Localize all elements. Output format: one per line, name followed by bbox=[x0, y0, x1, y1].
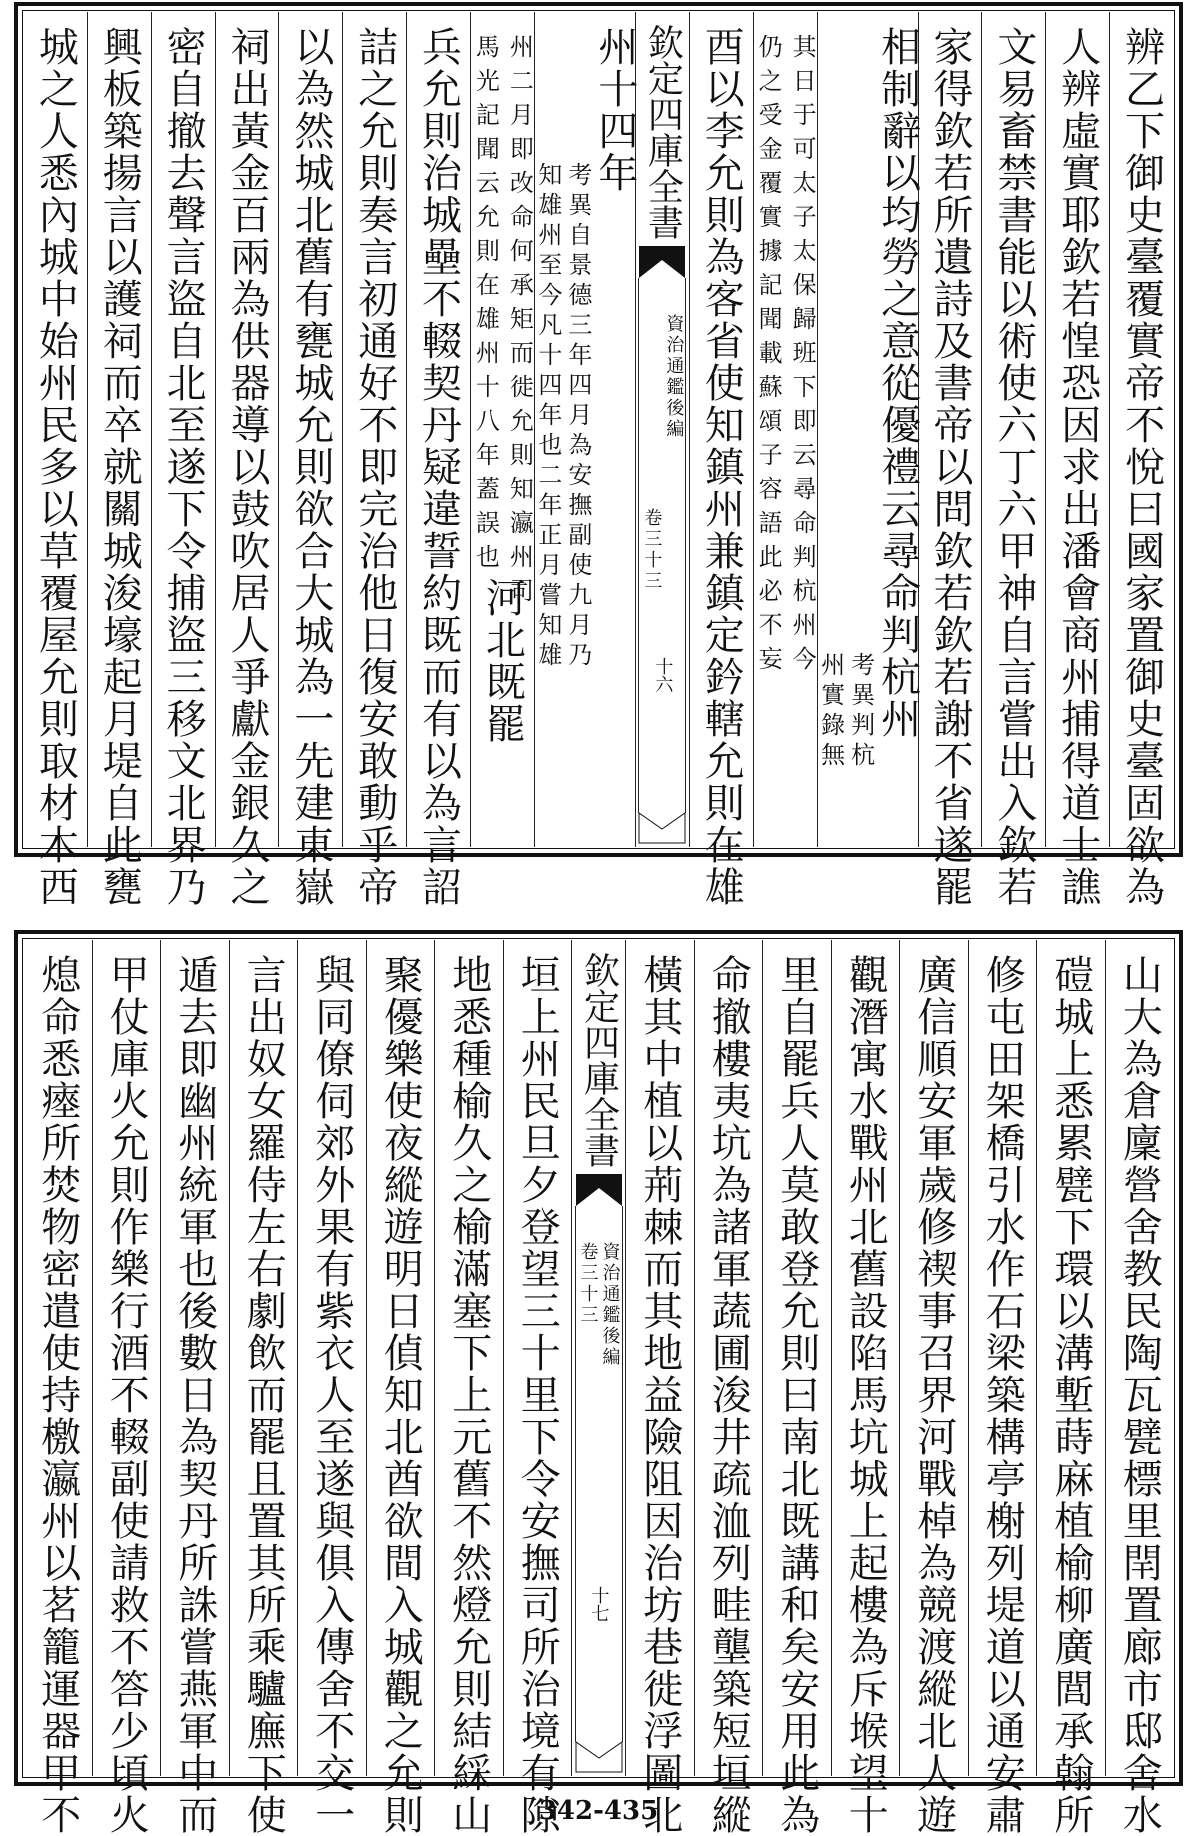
text-column: 與同僚伺郊外果有紫衣人至遂與俱入傳舍不交一 bbox=[297, 940, 366, 1776]
text-column: 熄命悉瘞所焚物密遣使持檄瀛州以茗籠運器甲不 bbox=[34, 954, 81, 1836]
main-text: 相制辭以均勞之意從優禮云尋命判杭州 bbox=[874, 26, 921, 740]
text-column: 城之人悉內城中始州民多以草覆屋允則取材木西 bbox=[32, 26, 79, 908]
text-column: 文易畜禁書能以術使六丁六甲神自言嘗出入欽若 bbox=[981, 12, 1045, 847]
text-column-with-note bbox=[533, 12, 638, 847]
text-column: 人辨虛實耶欽若惶恐因求出潘會商州捕得道士譙 bbox=[1045, 12, 1109, 847]
text-column: 命撤樓夷坑為諸軍蔬圃浚井疏洫列畦壟築短垣縱 bbox=[694, 940, 763, 1776]
text-column: 修屯田架橋引水作石梁築構亭榭列堤道以通安肅 bbox=[968, 940, 1037, 1776]
text-column: 詰之允則奏言初通好不即完治他日復安敢動乎帝 bbox=[342, 12, 406, 847]
annotation-note: 州二月即改命何承矩而徙允則知瀛州司 bbox=[505, 34, 534, 612]
text-column: 遁去即幽州統軍也後數日為契丹所誅嘗燕軍中而 bbox=[160, 940, 229, 1776]
text-column: 里自罷兵人莫敢登允則曰南北既講和矣安用此為 bbox=[762, 940, 831, 1776]
annotation-note: 考異判杭 bbox=[846, 652, 875, 772]
annotation-note: 仍之受金覆實據記聞載蘇頌子容語此必不妄 bbox=[754, 34, 783, 680]
annotation-note: 馬光記聞云允則在雄州十八年蓋誤也 bbox=[471, 34, 500, 578]
annotation-column bbox=[470, 12, 534, 847]
annotation-note: 其日于可太子太保歸班下即云尋命判杭州今 bbox=[788, 34, 817, 680]
fold-column bbox=[571, 940, 625, 1776]
book-title: 欽定四庫全書 bbox=[578, 952, 620, 1168]
text-column: 兵允則治城壘不輟契丹疑違誓約既而有以為言詔 bbox=[406, 12, 470, 847]
annotation-note: 考異自景德三年四月為安撫副使九月乃 bbox=[563, 162, 592, 672]
text-column: 以為然城北舊有甕城允則欲合大城為一先建東嶽 bbox=[278, 12, 342, 847]
text-column: 辨乙下御史臺覆實帝不悅曰國家置御史臺固欲為 bbox=[1109, 12, 1173, 847]
annotation-note: 知雄州至今凡十四年也二年正月嘗知雄 bbox=[533, 162, 562, 672]
text-column: 地悉種榆久之榆滿塞下上元舊不然燈允則結綵山 bbox=[434, 940, 503, 1776]
text-column: 家得欽若所遺詩及書帝以問欽若欽若謝不省遂罷 bbox=[918, 12, 982, 847]
text-column: 密自撤去聲言盜自北至遂下令捕盜三移文北界乃 bbox=[151, 12, 215, 847]
leaf-number: 十六 bbox=[652, 657, 674, 693]
fold-column bbox=[635, 12, 689, 847]
fishtail-bottom-icon bbox=[639, 813, 685, 843]
main-text: 州十四年 bbox=[591, 26, 638, 194]
main-text: 河北既罷 bbox=[479, 577, 526, 745]
text-column-with-note bbox=[816, 12, 921, 847]
volume-chapter: 卷三十三 bbox=[577, 1242, 599, 1326]
page-number: 342-435 bbox=[538, 1796, 659, 1826]
fishtail-mark-icon bbox=[576, 1174, 622, 1206]
upper-columns bbox=[24, 12, 1173, 908]
text-column: 聚優樂使夜縱遊明日偵知北酋欲間入城觀之允則 bbox=[366, 940, 435, 1776]
text-column: 垣上州民旦夕登望三十里下令安撫司所治境有隙 bbox=[503, 940, 572, 1776]
fold-bar bbox=[575, 1206, 623, 1742]
upper-page bbox=[14, 2, 1183, 908]
text-column: 山大為倉廩營舍教民陶瓦甓標里閈置廊市邸舍水 bbox=[1105, 940, 1174, 1776]
text-column: 磑城上悉累甓下環以溝塹蒔麻植榆柳廣閭承翰所 bbox=[1036, 940, 1105, 1776]
text-column: 興板築揚言以護祠而卒就關城浚壕起月堤自此甕 bbox=[87, 12, 151, 847]
text-column: 甲仗庫火允則作樂行酒不輟副使請救不答少頃火 bbox=[92, 940, 161, 1776]
book-title: 欽定四庫全書 bbox=[642, 24, 684, 240]
volume-chapter: 卷三十三 bbox=[641, 508, 663, 592]
text-column: 言出奴女羅侍左右劇飲而罷且置其所乘驢廡下使 bbox=[229, 940, 298, 1776]
fishtail-mark-icon bbox=[639, 246, 685, 278]
text-column: 廣信順安軍歲修禊事召界河戰棹為競渡縱北人遊 bbox=[899, 940, 968, 1776]
fishtail-bottom-icon bbox=[576, 1742, 622, 1772]
text-column: 酉以李允則為客省使知鎮州兼鎮定鈐轄允則在雄 bbox=[689, 12, 753, 847]
leaf-number: 十七 bbox=[588, 1586, 610, 1622]
fold-bar bbox=[638, 278, 686, 813]
text-column: 觀潛寓水戰州北舊設陷馬坑城上起樓為斥堠望十 bbox=[831, 940, 900, 1776]
volume-title: 資治通鑑後編 bbox=[599, 1242, 621, 1368]
annotation-note: 州實錄無 bbox=[816, 652, 845, 772]
annotation-column bbox=[753, 12, 817, 847]
volume-title: 資治通鑑後編 bbox=[663, 314, 685, 440]
text-column: 祠出黃金百兩為供器導以鼓吹居人爭獻金銀久之 bbox=[215, 12, 279, 847]
text-column: 橫其中植以荊棘而其地益險阻因治坊巷徙浮圖北 bbox=[625, 940, 694, 1776]
